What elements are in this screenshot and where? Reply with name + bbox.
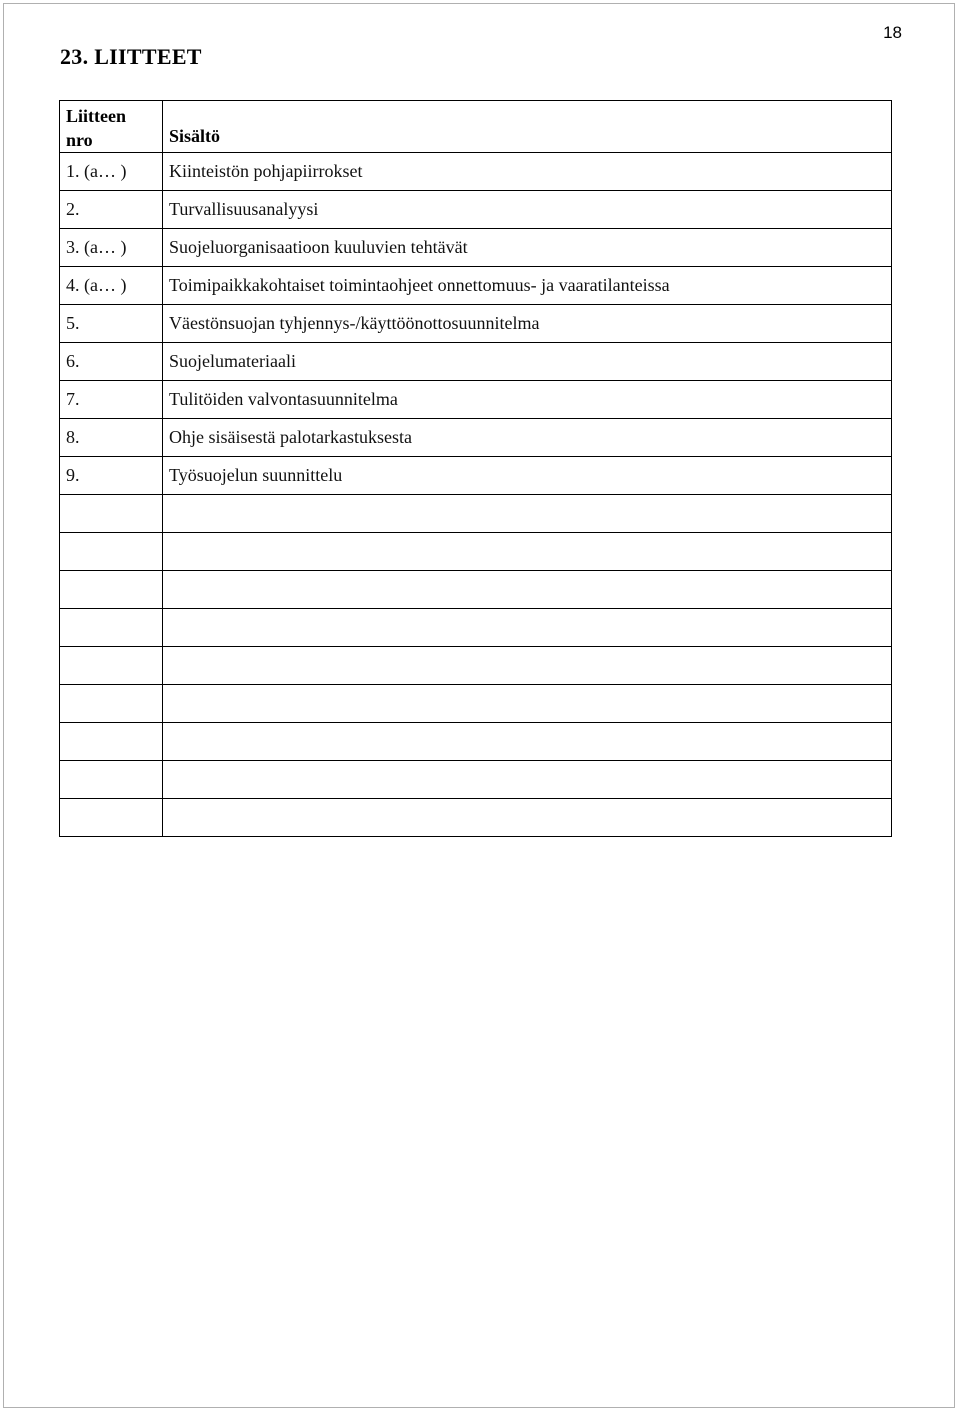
appendix-content-cell <box>163 609 892 647</box>
appendix-number-cell <box>60 495 163 533</box>
table-row <box>60 647 892 685</box>
table-row <box>60 799 892 837</box>
appendix-number-cell: 6. <box>60 343 163 381</box>
table-row <box>60 685 892 723</box>
appendix-content-cell <box>163 685 892 723</box>
table-body <box>60 153 892 837</box>
appendix-number-cell: 2. <box>60 191 163 229</box>
appendix-content-cell: Ohje sisäisestä palotarkastuksesta <box>163 419 892 457</box>
appendix-content-cell: Kiinteistön pohjapiirrokset <box>163 153 892 191</box>
appendix-number-cell: 3. (a… ) <box>60 229 163 267</box>
header-appendix-number: Liitteen nro <box>60 101 163 153</box>
table-row <box>60 495 892 533</box>
appendix-content-cell <box>163 571 892 609</box>
appendix-content-cell <box>163 533 892 571</box>
table-row <box>60 229 892 267</box>
appendix-number-cell <box>60 571 163 609</box>
appendix-content-cell: Toimipaikkakohtaiset toimintaohjeet onnettomuus- ja vaaratilanteissa <box>163 267 892 305</box>
table-row <box>60 761 892 799</box>
appendix-content-cell: Väestönsuojan tyhjennys-/käyttöönottosuunnitelma <box>163 305 892 343</box>
appendix-number-cell <box>60 761 163 799</box>
appendix-content-cell <box>163 799 892 837</box>
appendix-number-cell: 4. (a… ) <box>60 267 163 305</box>
table-row <box>60 571 892 609</box>
appendix-content-cell <box>163 723 892 761</box>
table-row <box>60 419 892 457</box>
appendix-content-cell: Turvallisuusanalyysi <box>163 191 892 229</box>
table-row <box>60 343 892 381</box>
table-row <box>60 381 892 419</box>
appendix-number-cell <box>60 533 163 571</box>
appendix-number-cell: 1. (a… ) <box>60 153 163 191</box>
table-row <box>60 457 892 495</box>
appendix-content-cell: Työsuojelun suunnittelu <box>163 457 892 495</box>
appendix-content-cell <box>163 761 892 799</box>
appendix-content-cell: Suojelumateriaali <box>163 343 892 381</box>
appendix-number-cell <box>60 723 163 761</box>
appendix-number-cell: 5. <box>60 305 163 343</box>
appendix-table <box>59 100 892 837</box>
appendix-number-cell <box>60 609 163 647</box>
appendix-number-cell: 9. <box>60 457 163 495</box>
page-number: 18 <box>883 23 902 42</box>
appendix-number-cell <box>60 799 163 837</box>
appendix-content-cell: Tulitöiden valvontasuunnitelma <box>163 381 892 419</box>
table-header-row <box>60 101 892 153</box>
table-row <box>60 533 892 571</box>
appendix-number-cell <box>60 647 163 685</box>
table-row <box>60 609 892 647</box>
table-row <box>60 305 892 343</box>
section-heading: 23. LIITTEET <box>60 44 202 69</box>
table-row <box>60 191 892 229</box>
table-row <box>60 723 892 761</box>
appendix-content-cell <box>163 495 892 533</box>
appendix-content-cell <box>163 647 892 685</box>
appendix-number-cell: 7. <box>60 381 163 419</box>
appendix-number-cell <box>60 685 163 723</box>
header-content: Sisältö <box>163 101 892 153</box>
appendix-number-cell: 8. <box>60 419 163 457</box>
table-row <box>60 267 892 305</box>
table-row <box>60 153 892 191</box>
appendix-content-cell: Suojeluorganisaatioon kuuluvien tehtävät <box>163 229 892 267</box>
